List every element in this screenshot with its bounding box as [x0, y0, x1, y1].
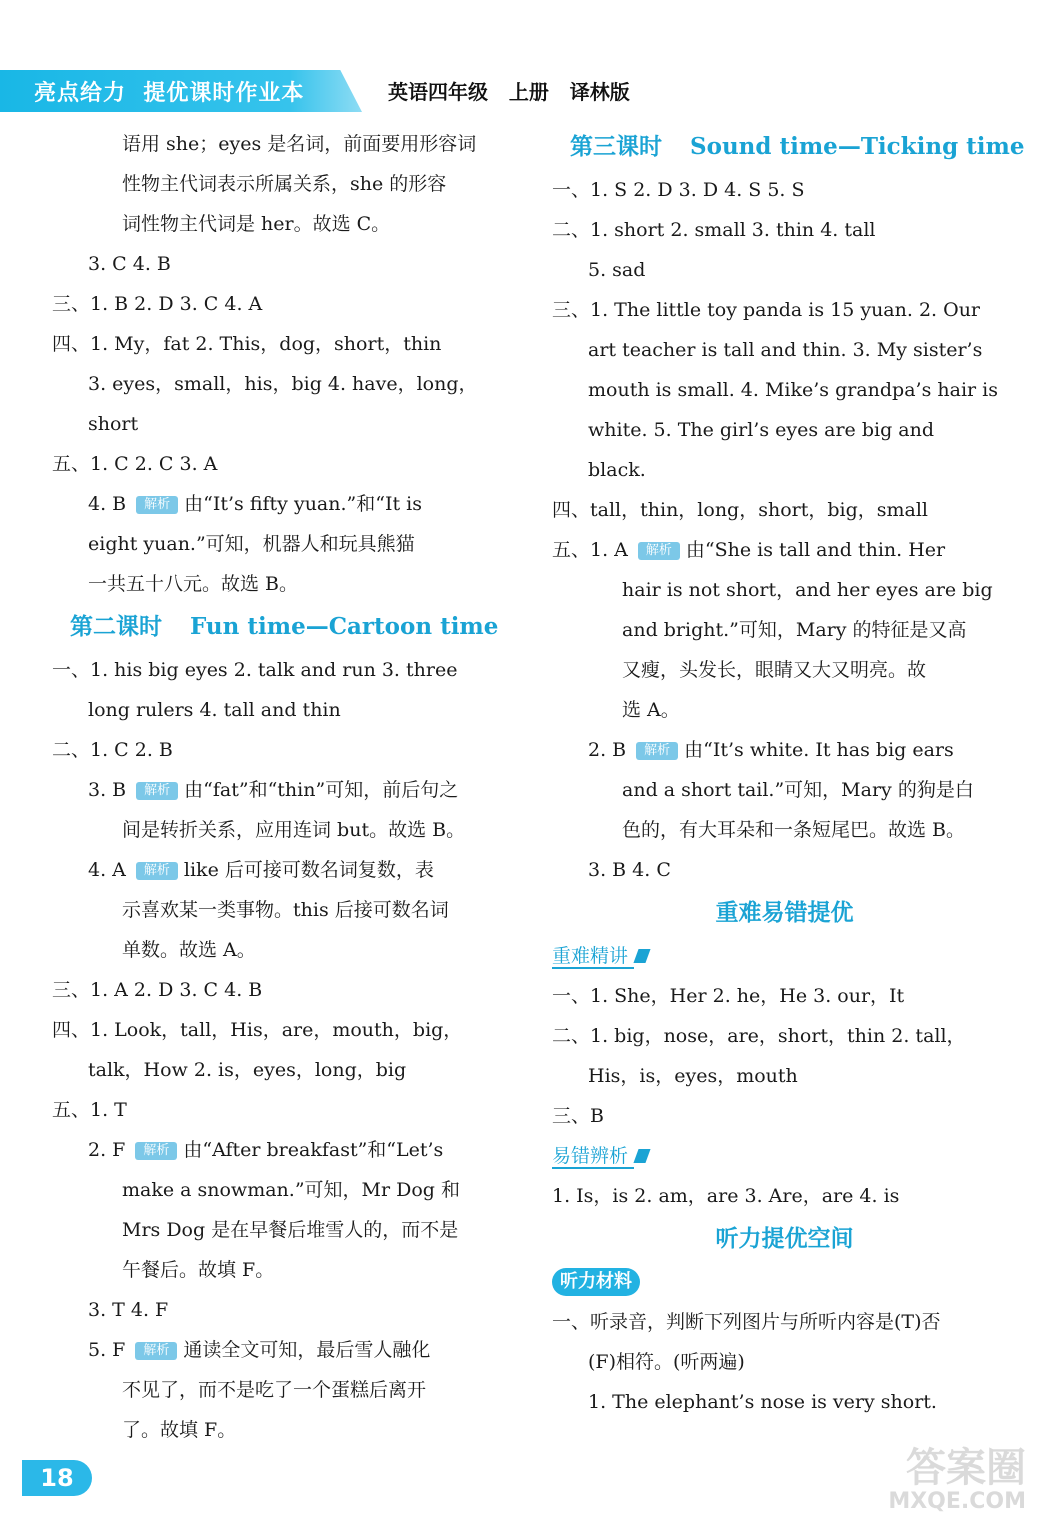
text-line: 又瘦，头发长，眼睛又大又明亮。故	[622, 659, 927, 681]
subheading-key-points	[552, 936, 1017, 976]
text-line: 二、1. big，nose，are，short，thin 2. tall，	[552, 1025, 966, 1047]
text-line: 一共五十八元。故选 B。	[88, 573, 299, 595]
text-line: 3. eyes，small，his，big 4. have，long，	[88, 373, 478, 395]
section-title-en: Fun time—Cartoon time	[190, 613, 499, 640]
analysis-text: like 后可接可数名词复数，表	[183, 859, 434, 881]
text-line: 3. T 4. F	[88, 1299, 169, 1321]
text-line: hair is not short，and her eyes are big	[622, 579, 993, 601]
analysis-text: 由“It’s fifty yuan.”和“It is	[184, 493, 422, 515]
answer-label: 五、1. A	[552, 539, 628, 561]
section-heading-listening: 听力提优空间	[715, 1226, 854, 1252]
text-line: 二、1. short 2. small 3. thin 4. tall	[552, 219, 876, 241]
analysis-text: 通读全文可知，最后雪人融化	[183, 1339, 431, 1361]
text-line: 间是转折关系，应用连词 but。故选 B。	[122, 819, 466, 841]
text-line: 二、1. C 2. B	[52, 739, 173, 761]
subheading-text: 重难精讲	[552, 945, 634, 969]
text-line	[52, 484, 512, 524]
answer-label: 3. B	[88, 779, 127, 801]
section-title-cn: 第三课时	[570, 133, 662, 160]
flag-icon	[633, 949, 650, 963]
flag-icon	[633, 1149, 650, 1163]
text-line: 1. Is，is 2. am，are 3. Are，are 4. is	[552, 1185, 900, 1207]
analysis-text: 由“She is tall and thin. Her	[685, 539, 946, 561]
listening-material-header	[552, 1262, 1017, 1302]
text-line: 3. B 4. C	[588, 859, 671, 881]
text-line: 单数。故选 A。	[122, 939, 256, 961]
subheading-text: 易错辨析	[552, 1145, 634, 1169]
text-line: art teacher is tall and thin. 3. My sister’s	[588, 339, 983, 361]
answer-label: 2. B	[588, 739, 627, 761]
right-column	[552, 124, 1025, 1422]
analysis-tag: 解析	[135, 1342, 177, 1360]
text-line: 午餐后。故填 F。	[122, 1259, 275, 1281]
text-line: 5. sad	[588, 259, 646, 281]
text-line: 四、1. My，fat 2. This，dog，short，thin	[52, 333, 442, 355]
analysis-tag: 解析	[136, 782, 178, 800]
text-line: 一、1. S 2. D 3. D 4. S 5. S	[552, 179, 805, 201]
text-line: 性物主代词表示所属关系，she 的形容	[122, 173, 447, 195]
series-title: 亮点给力 提优课时作业本	[34, 81, 305, 106]
text-line	[52, 1130, 512, 1170]
text-line: 1. The elephant’s nose is very short.	[588, 1391, 937, 1413]
watermark-logo	[856, 1445, 1026, 1520]
text-line: 词性物主代词是 her。故选 C。	[122, 213, 391, 235]
text-line: 语用 she；eyes 是名词，前面要用形容词	[122, 133, 477, 155]
text-line: 示喜欢某一类事物。this 后接可数名词	[122, 899, 449, 921]
text-line: 三、B	[552, 1105, 604, 1127]
analysis-tag: 解析	[638, 542, 680, 560]
analysis-tag: 解析	[136, 862, 178, 880]
text-line: 四、1. Look，tall，His，are，mouth，big，	[52, 1019, 463, 1041]
analysis-text: 由“fat”和“thin”可知，前后句之	[184, 779, 459, 801]
text-line: (F)相符。(听两遍)	[588, 1351, 745, 1373]
text-line: 一、听录音，判断下列图片与所听内容是(T)否	[552, 1311, 941, 1333]
text-line	[52, 770, 512, 810]
section-title-cn: 第二课时	[70, 613, 162, 640]
text-line: 三、1. The little toy panda is 15 yuan. 2. Our	[552, 299, 981, 321]
text-line: 一、1. She，Her 2. he，He 3. our，It	[552, 985, 905, 1007]
text-line: 不见了，而不是吃了一个蛋糕后离开	[122, 1379, 427, 1401]
text-line: 一、1. his big eyes 2. talk and run 3. three	[52, 659, 458, 681]
analysis-tag: 解析	[135, 1142, 177, 1160]
text-line: long rulers 4. tall and thin	[88, 699, 341, 721]
text-line: eight yuan.”可知，机器人和玩具熊猫	[88, 533, 415, 555]
section-heading-difficult: 重难易错提优	[715, 900, 854, 926]
text-line	[552, 730, 1017, 770]
answer-label: 2. F	[88, 1139, 126, 1161]
text-line: short	[88, 413, 139, 435]
listening-material-pill: 听力材料	[552, 1268, 640, 1296]
text-line: His，is，eyes，mouth	[588, 1065, 798, 1087]
text-line: mouth is small. 4. Mike’s grandpa’s hair is	[588, 379, 998, 401]
text-line: make a snowman.”可知，Mr Dog 和	[122, 1179, 460, 1201]
text-line	[52, 1330, 512, 1370]
text-line: 选 A。	[622, 699, 680, 721]
answer-label: 4. A	[88, 859, 126, 881]
answer-label: 5. F	[88, 1339, 126, 1361]
text-line: 三、1. A 2. D 3. C 4. B	[52, 979, 263, 1001]
answer-label: 4. B	[88, 493, 127, 515]
left-column	[52, 124, 512, 1450]
text-line: and bright.”可知，Mary 的特征是又高	[622, 619, 967, 641]
text-line: and a short tail.”可知，Mary 的狗是白	[622, 779, 974, 801]
book-subtitle: 英语四年级 上册 译林版	[388, 80, 630, 104]
analysis-tag: 解析	[136, 496, 178, 514]
text-line: 五、1. C 2. C 3. A	[52, 453, 218, 475]
text-line: 三、1. B 2. D 3. C 4. A	[52, 293, 263, 315]
subheading-error-analysis	[552, 1136, 1017, 1176]
section-title-lesson2	[52, 604, 512, 650]
analysis-text: 由“It’s white. It has big ears	[684, 739, 954, 761]
text-line: 色的，有大耳朵和一条短尾巴。故选 B。	[622, 819, 966, 841]
text-line: black.	[588, 459, 646, 481]
text-line	[552, 530, 1017, 570]
text-line: 五、1. T	[52, 1099, 127, 1121]
section-title-en: Sound time—Ticking time	[690, 133, 1025, 160]
text-line: 四、tall，thin，long，short，big，small	[552, 499, 929, 521]
watermark-main: 答案圈	[906, 1445, 1026, 1491]
analysis-text: 由“After breakfast”和“Let’s	[183, 1139, 444, 1161]
watermark-sub: MXQE.COM	[888, 1489, 1026, 1514]
text-line	[52, 850, 512, 890]
text-line: 了。故填 F。	[122, 1419, 237, 1441]
text-line: white. 5. The girl’s eyes are big and	[588, 419, 934, 441]
text-line: 3. C 4. B	[88, 253, 171, 275]
section-title-lesson3	[552, 124, 1025, 170]
analysis-tag: 解析	[636, 742, 678, 760]
text-line: Mrs Dog 是在早餐后堆雪人的，而不是	[122, 1219, 459, 1241]
page-number: 18	[22, 1460, 92, 1496]
text-line: talk，How 2. is，eyes，long，big	[88, 1059, 407, 1081]
